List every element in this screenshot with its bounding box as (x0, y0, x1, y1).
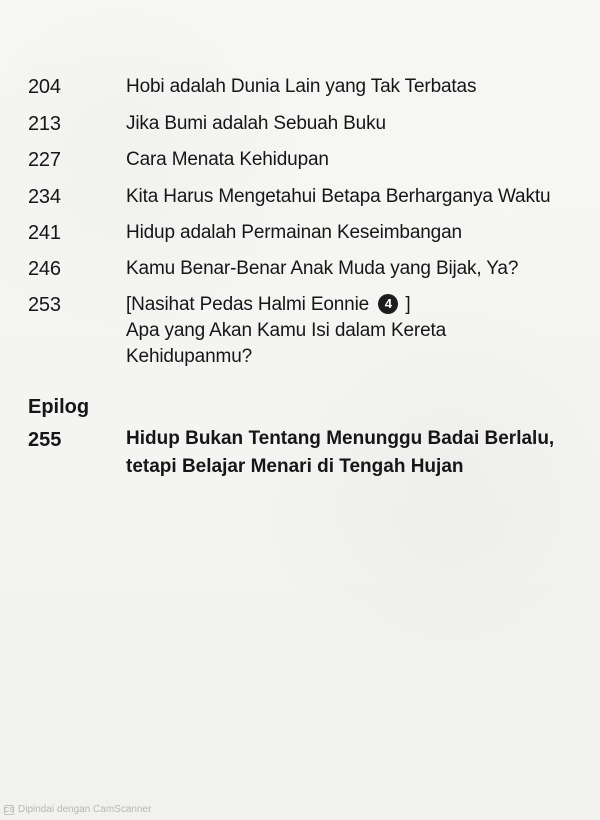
toc-entry-title-multiline (126, 290, 573, 370)
toc-entry-title: Jika Bumi adalah Sebuah Buku (126, 113, 386, 134)
toc-page-number: 255 (28, 429, 62, 451)
epilog-title-line: tetapi Belajar Menari di Tengah Hujan (126, 456, 464, 477)
toc-page-number: 213 (28, 113, 61, 135)
toc-entry (28, 109, 573, 139)
toc-entry-line: Apa yang Akan Kamu Isi dalam Kereta (126, 320, 447, 341)
epilog-title-line: Hidup Bukan Tentang Menunggu Badai Berlalu, (126, 428, 555, 449)
toc-entry-line: Kehidupanmu? (126, 346, 253, 367)
toc-entry-title: Cara Menata Kehidupan (126, 149, 329, 170)
toc-entry-title: Kamu Benar-Benar Anak Muda yang Bijak, Ya? (126, 258, 519, 279)
toc-entry-title: Kita Harus Mengetahui Betapa Berharganya Waktu (126, 186, 551, 207)
toc-entry (28, 182, 573, 212)
scanner-text: Dipindai dengan CamScanner (18, 804, 152, 815)
table-of-contents (28, 72, 573, 370)
toc-page-number: 227 (28, 149, 61, 171)
toc-entry-line (126, 292, 573, 318)
toc-page-number: 204 (28, 76, 61, 98)
toc-entry-text: ] (405, 294, 411, 315)
toc-page-number: 234 (28, 186, 61, 208)
toc-entry-title: Hobi adalah Dunia Lain yang Tak Terbatas (126, 76, 477, 97)
toc-page-number: 241 (28, 222, 61, 244)
toc-entry (28, 218, 573, 248)
toc-entry-text: [Nasihat Pedas Halmi Eonnie (126, 294, 370, 315)
toc-entry (28, 254, 573, 284)
number-badge-icon: 4 (378, 294, 398, 314)
section-heading: Epilog (28, 396, 90, 418)
epilog-entry (28, 425, 573, 481)
toc-entry-special (28, 290, 573, 370)
toc-entry (28, 72, 573, 102)
scanner-footer (4, 804, 151, 816)
epilog-title (126, 425, 573, 481)
toc-page-number: 246 (28, 258, 61, 280)
toc-page-number: 253 (28, 294, 61, 316)
toc-entry-title: Hidup adalah Permainan Keseimbangan (126, 222, 462, 243)
camscanner-icon: CS (4, 806, 14, 814)
toc-entry (28, 145, 573, 175)
